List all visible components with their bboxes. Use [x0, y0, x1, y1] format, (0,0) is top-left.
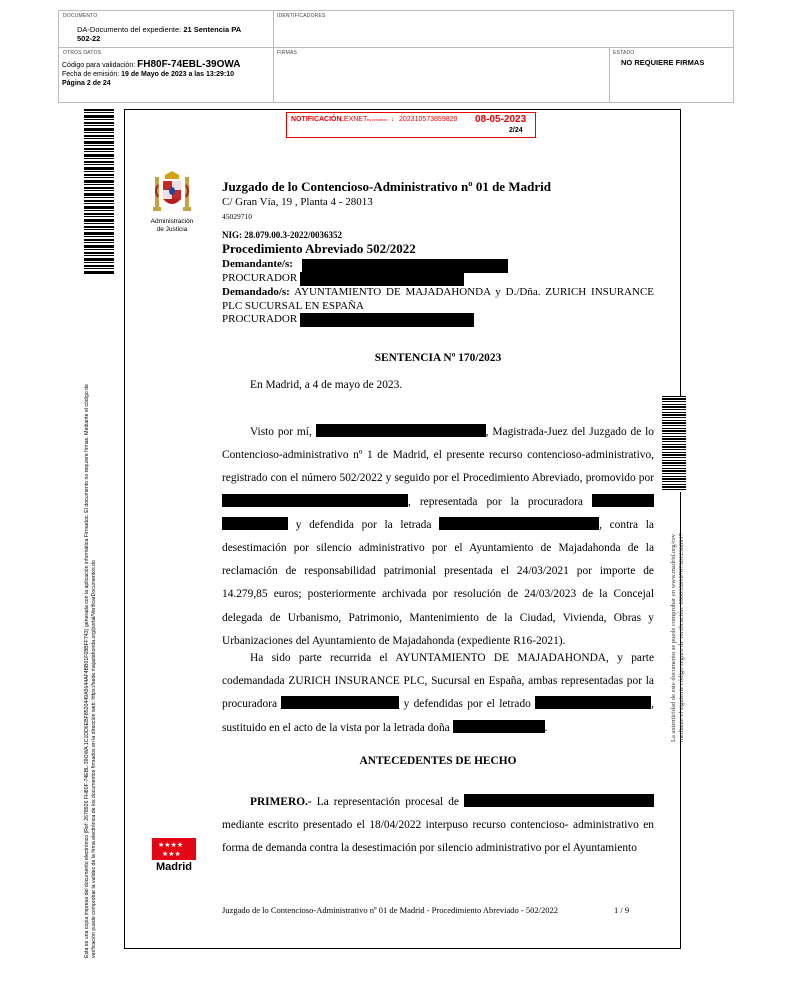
procurador-label: PROCURADOR [222, 272, 298, 284]
notification-date: 08-05-2023 [475, 114, 527, 125]
madrid-logo-text: Madrid [155, 861, 193, 873]
admin-justicia-label: Administración de Justicia [150, 218, 194, 233]
redacted-procuradora [592, 494, 654, 507]
redacted-demandante [302, 259, 508, 273]
footer-text: Juzgado de lo Contencioso-Administrativo nº 01 de Madrid - Procedimiento Abreviado - 502/2022 [222, 905, 558, 915]
notification-by: by kmaleon [367, 117, 388, 122]
paragraph-primero: PRIMERO.- La representación procesal de mediante escrito presentado el 18/04/2022 interpuso recurso contencioso- administrativo en forma de demanda contra la desestimación por silencio administrativo por el Ayuntamiento [222, 796, 654, 855]
documento-label: DOCUMENTO [63, 13, 98, 19]
notification-id: 202310573859820 [399, 116, 458, 123]
demandado-block: Demandado/s: AYUNTAMIENTO DE MAJADAHONDA y D./Dña. ZURICH INSURANCE PLC SUCURSAL EN ESPAÑA [222, 286, 654, 312]
estado-value: NO REQUIERE FIRMAS [621, 58, 705, 67]
nig: NIG: 28.079.00.3-2022/0036352 [222, 230, 342, 240]
procedure-title: Procedimiento Abreviado 502/2022 [222, 241, 416, 256]
court-code: 45029710 [222, 212, 252, 221]
demandado-value: AYUNTAMIENTO DE MAJADAHONDA y D./Dña. ZURICH INSURANCE PLC SUCURSAL EN ESPAÑA [222, 286, 654, 312]
madrid-stars-icon [152, 838, 196, 860]
redacted-procurador2 [300, 313, 474, 327]
right-barcode [662, 396, 686, 492]
notification-title: NOTIFICACIÓN [291, 116, 342, 123]
court-address: C/ Gran Vía, 19 , Planta 4 - 28013 [222, 196, 373, 208]
court-name: Juzgado de lo Contencioso-Administrativo nº 01 de Madrid [222, 179, 551, 194]
otros-datos-value: Código para validación: FH80F-74EBL-39OWA Fecha de emisión: 19 de Mayo de 2023 a las 13:29:10 Página 2 de 24 [62, 59, 241, 87]
sentencia-title: SENTENCIA Nº 170/2023 [374, 352, 502, 364]
notification-pages: 2/24 [509, 127, 523, 134]
redacted-letrada-sustituta [453, 720, 545, 733]
redacted-procuradora-2 [222, 517, 288, 530]
side-verification-text-1: Esta es una copia impresa del documento electrónico (Ref: 2678926 FH80F-74EBL-39OWA 1C1DD6EBF8520449A5644AF4BB01F08BFF743) generada con la aplicación informática Firmadoc. El documento no requiere firmas. Mediante el código de [84, 384, 90, 958]
paragraph-2: Ha sido parte recurrida el AYUNTAMIENTO DE MAJADAHONDA, y parte codemandada ZURICH INSURANCE PLC, Sucursal en España, ambas representadas por la procuradora y defendidas por el letrado , sustituido en el acto de la vista por la letrada doña . [222, 652, 654, 734]
svg-text:★★★★: ★★★★ [158, 841, 184, 849]
right-verification-text-2: mediante el siguiente código seguro de verificación: 0900359167075812366917 [678, 533, 685, 742]
antecedentes-title: ANTECEDENTES DE HECHO [359, 755, 517, 767]
firmas-label: FIRMAS [277, 50, 298, 56]
estado-label: ESTADO [613, 50, 635, 56]
date-line: En Madrid, a 4 de mayo de 2023. [250, 379, 403, 391]
madrid-logo [152, 838, 196, 873]
svg-text:★★★: ★★★ [162, 850, 181, 858]
procurador2-label: PROCURADOR [222, 313, 298, 325]
redacted-letrada [439, 517, 599, 530]
paragraph-1: Visto por mí, , Magistrada-Juez del Juzgado de lo Contencioso-administrativo nº 1 de Madrid, el presente recurso contencioso-administrativo, registrado con el número 502/2022 y seguido por el Procedimiento Abreviado, promovido por , representada por la procuradora y defendida por la letrada , contra la desestimación por silencio administrativo por el Ayuntamiento de Majadahonda de la reclamación de responsabilidad patrimonial presentada el 24/03/2021 por importe de 14.279,85 euros; posteriormente archivada por resolución de 24/03/2023 de la Concejal delegada de Urbanismo, Patrimonio, Mantenimiento de la Ciudad, Vivienda, Obras y Urbanizaciones del Ayuntamiento de Majadahonda (expediente R16-2021). [222, 426, 654, 647]
footer-page: 1 / 9 [614, 905, 630, 915]
right-verification-text-1: La autenticidad de este documento se puede comprobar en www.madrid.org/csv [670, 534, 677, 742]
redacted-procuradora-ayto [281, 696, 399, 709]
lexnet-notification-stamp: NOTIFICACIÓN LEXNET by kmaleon ↓ 202310573859820 08-05-2023 2/24 [286, 112, 536, 138]
identificadores-label: IDENTIFICADORES [277, 13, 326, 19]
redacted-recurrente [222, 494, 408, 507]
documento-value: DA-Documento del expediente: 21 Sentencia PA 502-22 [77, 25, 242, 43]
demandante-label: Demandante/s: [222, 258, 293, 270]
metadata-header-row1 [58, 10, 734, 48]
side-verification-text-2: verificación puede comprobar la validez de la firma electrónica de los documentos firmados en la dirección web: https://sede.majadahonda.org/portal/VerificarDocumentos.do [91, 560, 97, 958]
otros-datos-label: OTROS DATOS [63, 50, 102, 56]
redacted-magistrada [316, 424, 486, 437]
notification-service: LEXNET [340, 116, 368, 123]
redacted-letrado [535, 696, 651, 709]
metadata-header-row2 [58, 47, 734, 103]
redacted-procurador [300, 272, 464, 286]
redacted-recurrente-2 [464, 794, 654, 807]
coat-of-arms-icon [152, 171, 192, 217]
